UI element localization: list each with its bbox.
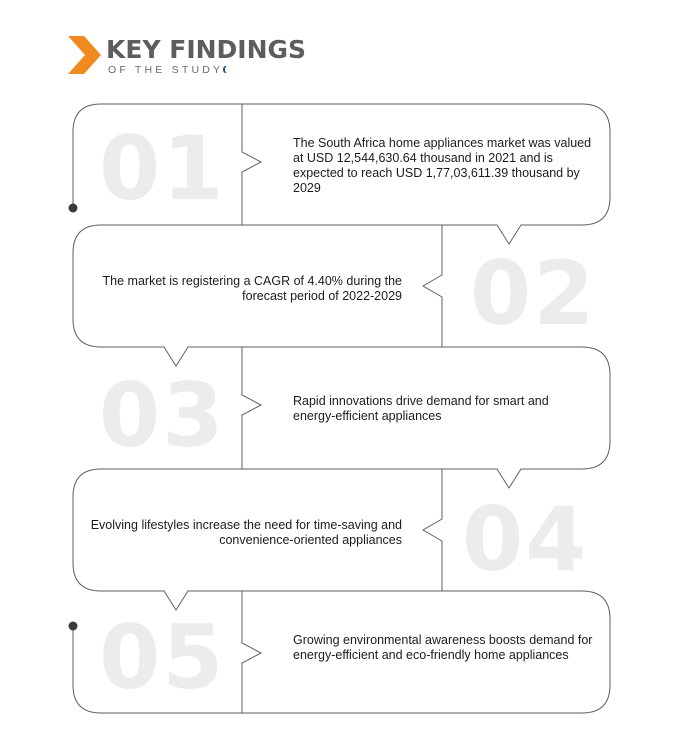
finding-text-5: Growing environmental awareness boosts demand for energy-efficient and eco-friendly home appliances [293,633,593,662]
finding-text-1: The South Africa home appliances market was valued at USD 12,544,630.64 thousand in 2021 and is expected to reach USD 1,77,03,611.39 thousand by 2029 [293,136,592,195]
finding-number-2: 02 [470,242,597,345]
timeline-dot-start [69,204,78,213]
finding-number-3: 03 [99,364,226,467]
finding-number-4: 04 [462,488,589,591]
timeline-dot-end [69,622,78,631]
finding-text-3: Rapid innovations drive demand for smart and energy-efficient appliances [293,394,549,423]
finding-text-2: The market is registering a CAGR of 4.40% during the forecast period of 2022-2029 [102,274,402,303]
page-subtitle-text: OF THE STUDY [108,64,224,76]
finding-number-5: 05 [99,606,226,709]
finding-number-1: 01 [99,117,226,220]
finding-text-4: Evolving lifestyles increase the need for time-saving and convenience-oriented appliances [90,518,402,547]
page-title: KEY FINDINGS [106,35,307,64]
